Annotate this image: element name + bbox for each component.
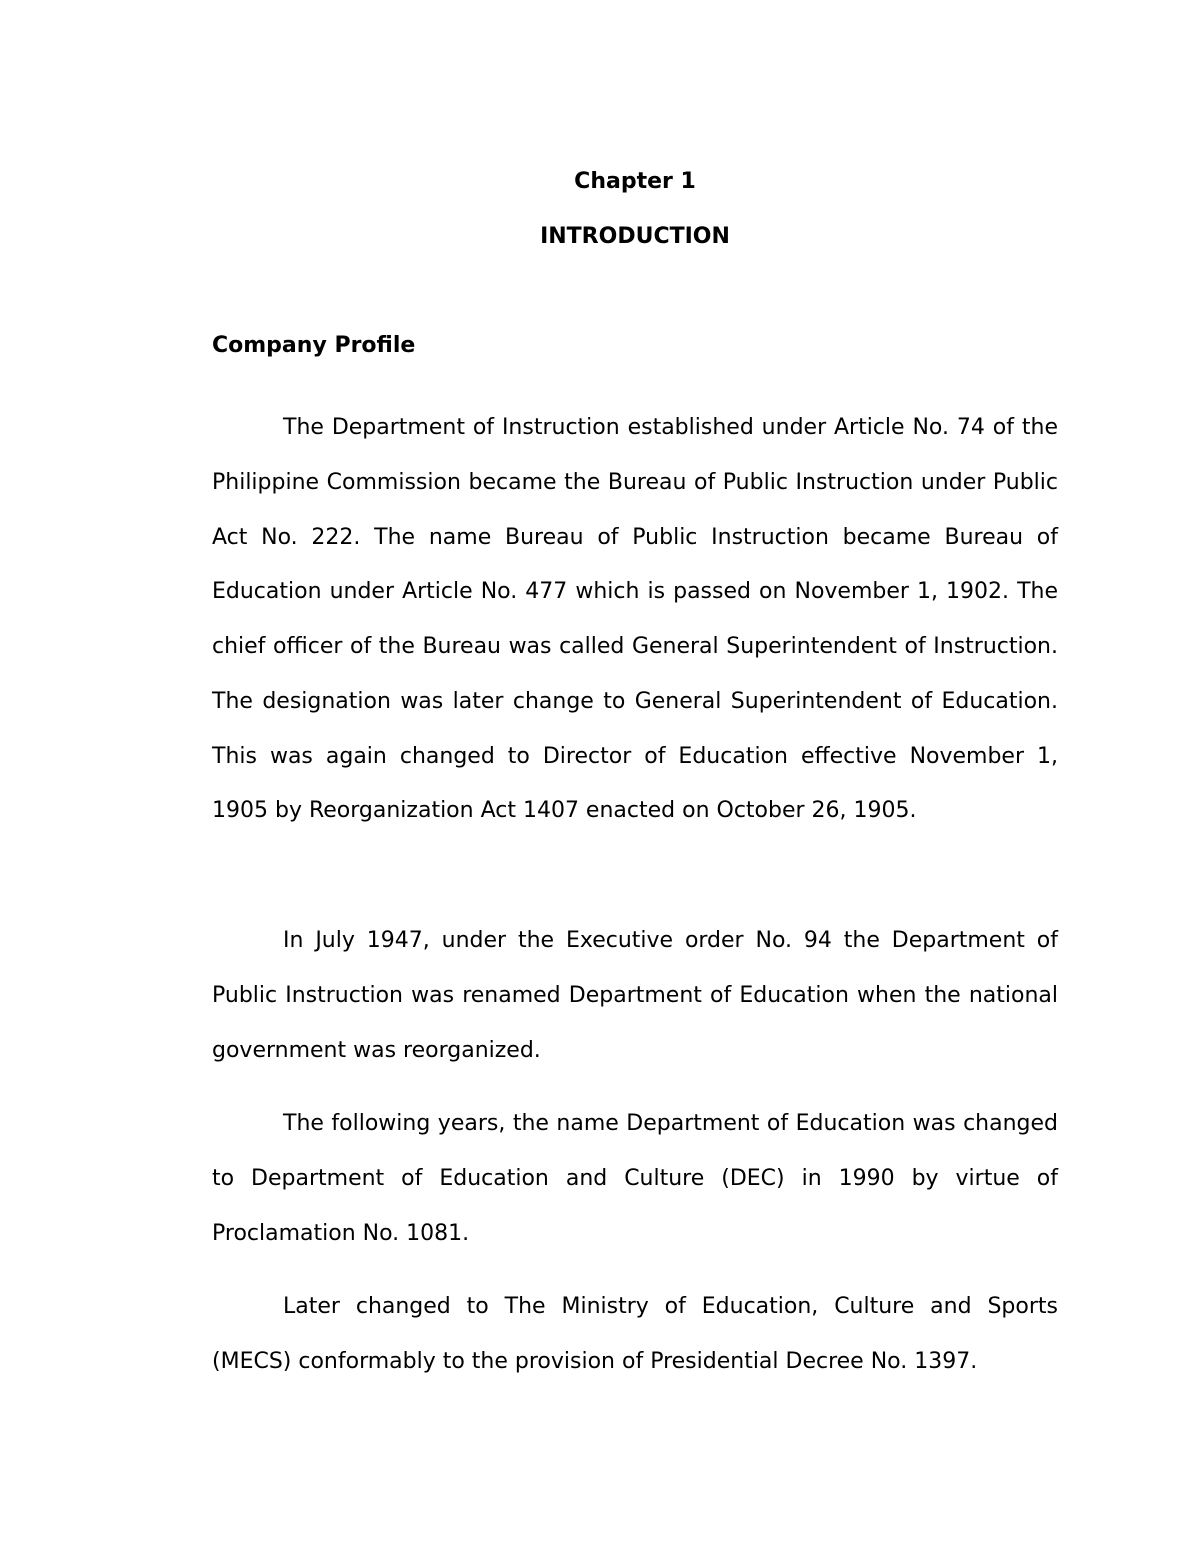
paragraph: Later changed to The Ministry of Education, Culture and Sports (MECS) conformably to the provision of Presidential Decree No. 1397. [212, 1294, 1058, 1374]
paragraph: The following years, the name Department of Education was changed to Department of Education and Culture (DEC) in 1990 by virtue of Proclamation No. 1081. [212, 1111, 1058, 1246]
paragraph: In July 1947, under the Executive order No. 94 the Department of Public Instruction was renamed Department of Education when the national government was reorganized. [212, 928, 1058, 1063]
chapter-label: Chapter 1 [574, 169, 696, 194]
paragraph: The Department of Instruction established under Article No. 74 of the Philippine Commission became the Bureau of Public Instruction under Public Act No. 222. The name Bureau of Public Instruction became Bureau of Education under Article No. 477 which is passed on November 1, 1902. The chief officer of the Bureau was called General Superintendent of Instruction. The designation was later change to General Superintendent of Education. This was again changed to Director of Education effective November 1, 1905 by Reorganization Act 1407 enacted on October 26, 1905. [212, 415, 1058, 824]
section-heading: Company Profile [212, 333, 416, 358]
chapter-title: INTRODUCTION [540, 224, 730, 249]
